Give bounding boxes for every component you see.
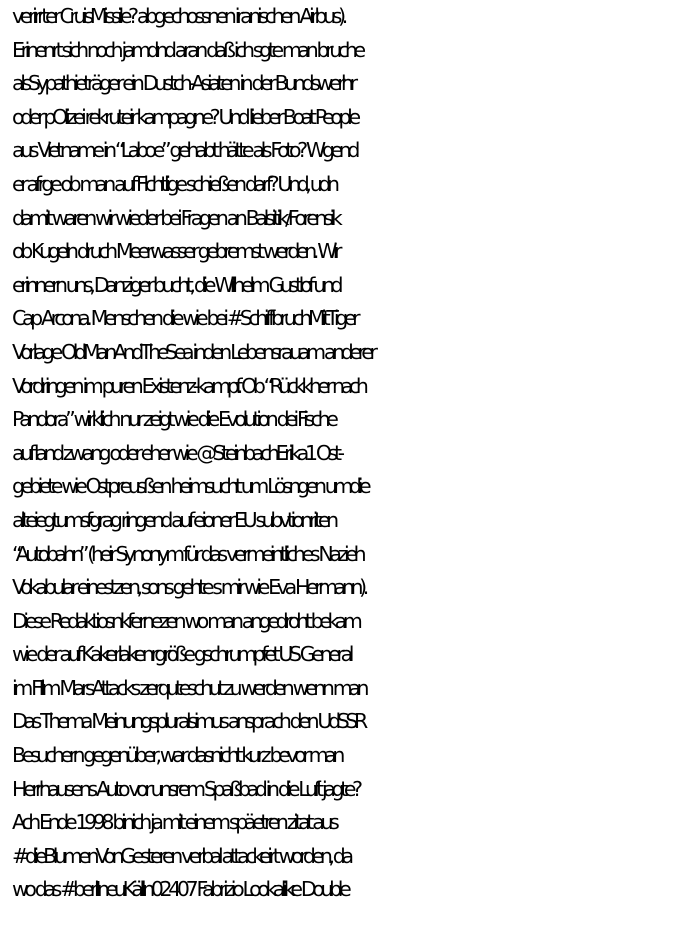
text-line: Pandora” wirklich nur zeigt wie die Evolution dei Fische — [12, 407, 335, 432]
text-line: Besuchern gegenüber, war dasnicht kurz bevor man — [12, 743, 342, 768]
text-line: Vokabular einestzen, sons gehte s mir wie Eva Hermann). — [12, 575, 365, 600]
text-line: Vorlage OldManAndTheSea inden Lebensrauam anderer — [12, 339, 374, 364]
text-line: wo das #berlIneuKälln02407 Fabrizio Lookalike Double — [12, 877, 348, 902]
text-line: im FIlm MarsAttacks zerquteschut zu werden wenn man — [12, 675, 366, 700]
text-line: auf land zwang oder eher wie @SteinbachErika1 Ost- — [12, 440, 341, 465]
text-line: Das Thema Meinungspluralsimus ansprach den UdSSR — [12, 709, 364, 734]
text-line: erinnern uns, Danziger bucht, die Wilhelm Gustlof und — [12, 272, 340, 297]
text-line: Cap Arcona. Menschen die wie bei #SchiffbruchMitTiger — [12, 306, 357, 331]
text-line: er afrge ob man auf Flchtlige schießen darf? Und, udn — [12, 171, 336, 196]
text-line: Vordringen im puren Existenz-kampf. Ob “Rückkher nach — [12, 373, 365, 398]
text-line: Diese Redaktiosnkfernezen wo man angedroht bekam — [12, 608, 359, 633]
text-line: “Autobahn” (heir Synonym für das vermeintliches Nazieh — [12, 541, 363, 566]
text-line: alsSypathieträger ein Dustch-Asiaten in der Bundswerhr — [12, 71, 354, 96]
text-line: ob Kugeln druch Meerwasser gebremst werden. Wir — [12, 239, 339, 264]
text-line: Erinenrt sich noch jamdnd aran daß ich sgte man bruche — [12, 37, 362, 62]
text-line: aus Vietname in “Laboe” gehabt hätte als Foto? Wgend — [12, 138, 357, 163]
body-text — [12, 0, 684, 907]
text-line: #dieBlumenVonGesteren verbal attackeirt worden, da — [12, 843, 350, 868]
text-line: Herrhausens Auto vor unsrem Spaßbad in die Luft jagte? — [12, 776, 359, 801]
text-line: wie der auf Kakerlakenrgröße gschrumpfet US General — [12, 642, 351, 667]
text-line: alteiegtumsfgrag ringend auf eioner EU subvtionriten — [12, 507, 335, 532]
text-line: oder pOlizei rekruteir kampagne? Und lieber Boat People — [12, 104, 357, 129]
text-line: Ach Ende 1998 binich ja mit einem späetren zitat aus — [12, 810, 336, 835]
text-line: damit waren wir wieder bei Fragen an Balsitik/Forensik — [12, 205, 339, 230]
text-line: verirrter CruisMissile? abgechossnen iranischen Airbus). — [12, 4, 344, 28]
text-line: gebiete wie Ostpreusßen heimsucht um Lösngen umdie — [12, 474, 368, 499]
